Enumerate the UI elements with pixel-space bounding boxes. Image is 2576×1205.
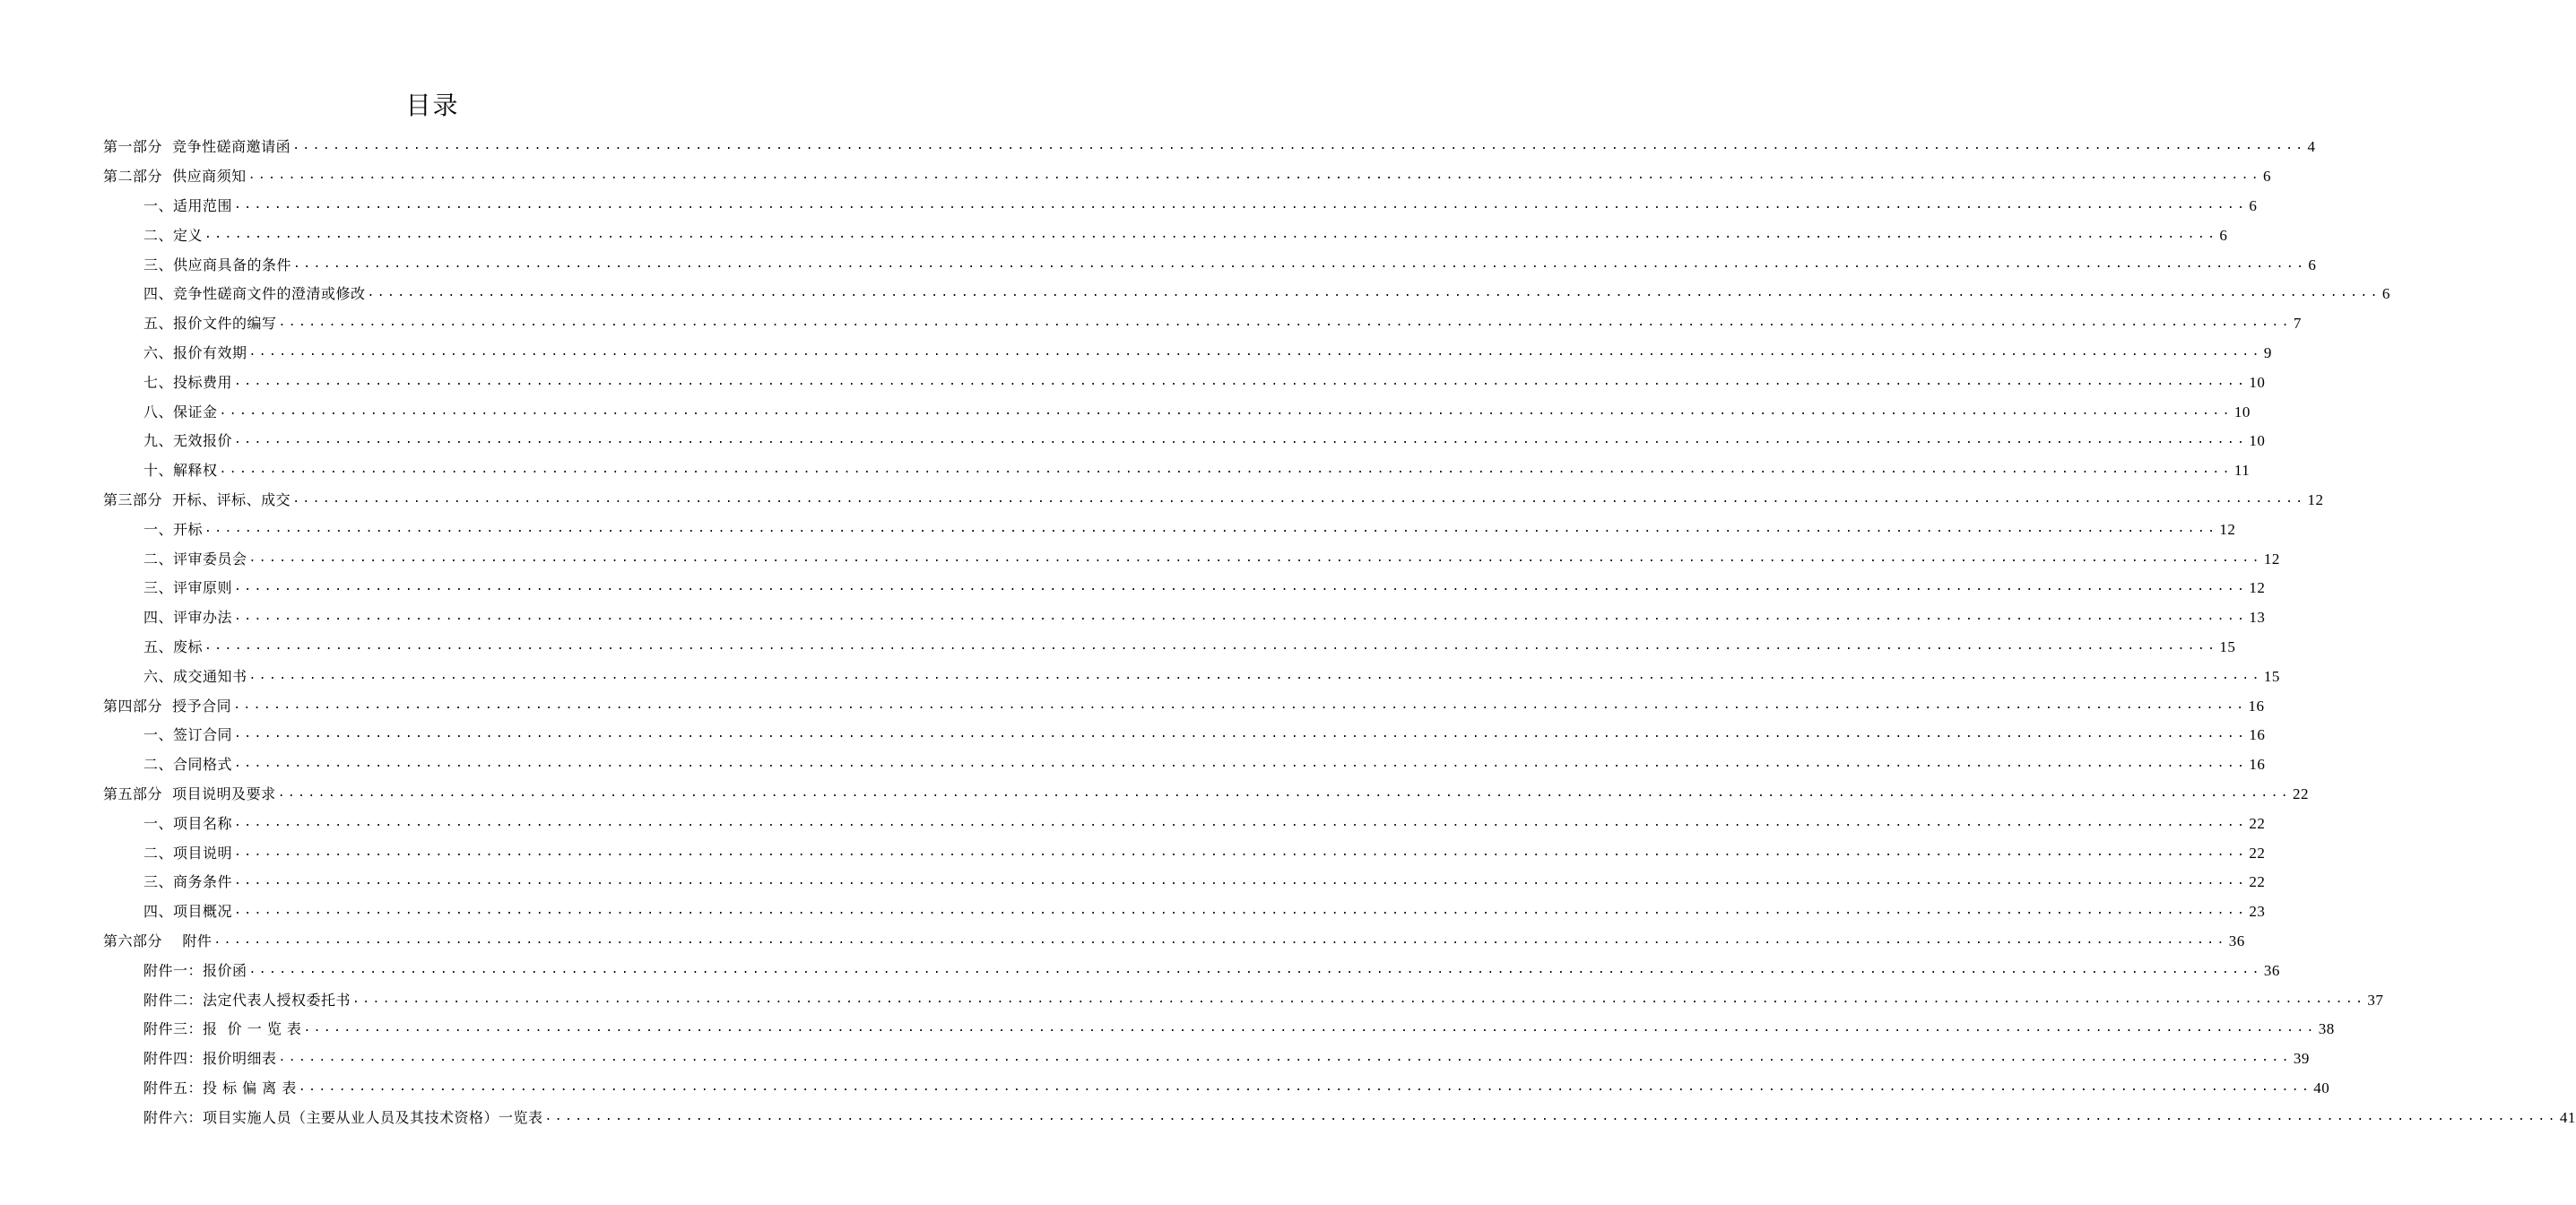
toc-entry-page-number: 16 [2249,756,2266,774]
toc-entry-label: 七、投标费用 [143,373,233,391]
toc-entry-label: 一、签订合同 [143,726,233,744]
toc-entry-label: 三、供应商具备的条件 [143,256,292,273]
dot-leader: ........................................................................................................................................................................................................ [234,815,2248,829]
toc-subsection-entry[interactable] [0,1074,2330,1104]
dot-leader: ........................................................................................................................................................................................................ [234,197,2248,212]
dot-leader: ........................................................................................................................................................................................................ [352,992,2366,1006]
dot-leader: ........................................................................................................................................................................................................ [219,463,2233,477]
dot-leader: ........................................................................................................................................................................................................ [292,139,2306,153]
dot-leader: ........................................................................................................................................................................................................ [234,845,2248,859]
toc-subsection-entry[interactable] [0,897,2266,927]
toc-entry-label: 一、适用范围 [143,196,233,214]
toc-entry-page-number: 7 [2293,315,2302,333]
toc-entry-page-number: 12 [2307,490,2324,508]
toc-subsection-entry[interactable] [0,574,2266,603]
toc-entry-page-number: 10 [2249,373,2266,391]
toc-entry-page-number: 41 [2559,1108,2576,1126]
toc-entry-page-number: 6 [2249,196,2258,214]
dot-leader: ........................................................................................................................................................................................................ [234,757,2248,771]
toc-subsection-entry[interactable] [0,985,2384,1015]
dot-leader: ........................................................................................................................................................................................................ [213,932,2227,947]
toc-list [0,133,2576,1132]
toc-entry-page-number: 4 [2307,138,2316,156]
toc-subsection-entry[interactable] [0,515,2236,544]
dot-leader: ........................................................................................................................................................................................................ [293,256,2307,271]
dot-leader: ........................................................................................................................................................................................................ [204,638,2218,653]
toc-entry-page-number: 16 [2249,726,2266,744]
toc-subsection-entry[interactable] [0,662,2280,691]
toc-title: 目录 [405,91,460,120]
dot-leader: ........................................................................................................................................................................................................ [247,169,2262,183]
toc-entry-label: 四、项目概况 [143,903,233,921]
toc-entry-label: 附件四：报价明细表 [143,1050,277,1068]
toc-subsection-entry[interactable] [0,603,2266,633]
toc-section-entry[interactable] [0,162,2272,192]
dot-leader: ........................................................................................................................................................................................................ [248,344,2262,359]
toc-entry-page-number: 38 [2318,1020,2335,1038]
toc-entry-label: 附件六：项目实施人员（主要从业人员及其技术资格）一览表 [143,1108,543,1126]
toc-entry-page-number: 13 [2249,609,2266,627]
toc-entry-page-number: 16 [2248,697,2265,715]
dot-leader: ........................................................................................................................................................................................................ [248,668,2262,682]
toc-entry-label: 一、开标 [143,520,204,538]
dot-leader: ........................................................................................................................................................................................................ [278,316,2292,330]
toc-entry-label: 三、商务条件 [143,873,233,891]
dot-leader: ........................................................................................................................................................................................................ [248,962,2262,976]
dot-leader: ........................................................................................................................................................................................................ [248,550,2262,565]
toc-subsection-entry[interactable] [0,1103,2576,1132]
toc-subsection-entry[interactable] [0,868,2266,897]
dot-leader: ........................................................................................................................................................................................................ [278,1051,2292,1065]
toc-subsection-entry[interactable] [0,956,2280,985]
dot-leader: ........................................................................................................................................................................................................ [234,580,2248,594]
toc-entry-page-number: 9 [2263,343,2272,361]
toc-entry-page-number: 11 [2233,462,2251,480]
toc-subsection-entry[interactable] [0,544,2280,574]
toc-subsection-entry[interactable] [0,427,2266,456]
toc-subsection-entry[interactable] [0,397,2251,427]
toc-entry-label: 二、评审委员会 [143,550,247,568]
toc-subsection-entry[interactable] [0,221,2228,250]
toc-entry-label: 附件一：报价函 [143,961,247,979]
toc-subsection-entry[interactable] [0,250,2317,280]
toc-entry-label: 四、评审办法 [143,609,233,627]
toc-entry-label: 二、定义 [143,226,204,244]
toc-entry-label: 第四部分 授予合同 [103,697,232,715]
toc-entry-page-number: 15 [2263,667,2280,685]
toc-entry-page-number: 22 [2249,844,2266,862]
dot-leader: ........................................................................................................................................................................................................ [292,491,2306,506]
toc-entry-page-number: 15 [2219,637,2236,655]
toc-entry-label: 六、成交通知书 [143,667,247,685]
toc-subsection-entry[interactable] [0,192,2258,221]
toc-subsection-entry[interactable] [0,1045,2310,1074]
dot-leader: ........................................................................................................................................................................................................ [234,727,2248,741]
dot-leader: ........................................................................................................................................................................................................ [367,286,2381,300]
toc-subsection-entry[interactable] [0,368,2266,397]
toc-entry-page-number: 40 [2313,1079,2330,1097]
toc-entry-page-number: 36 [2263,961,2280,979]
toc-entry-label: 五、报价文件的编写 [143,315,277,333]
toc-entry-page-number: 22 [2293,785,2310,802]
toc-entry-page-number: 10 [2233,403,2251,420]
toc-entry-page-number: 10 [2249,432,2266,450]
toc-entry-page-number: 6 [2263,168,2272,186]
toc-entry-page-number: 6 [2381,285,2390,303]
dot-leader: ........................................................................................................................................................................................................ [234,374,2248,388]
toc-subsection-entry[interactable] [0,339,2272,368]
toc-section-entry[interactable] [0,691,2265,721]
dot-leader: ........................................................................................................................................................................................................ [298,1079,2312,1094]
toc-subsection-entry[interactable] [0,838,2266,868]
toc-subsection-entry[interactable] [0,721,2266,750]
toc-entry-label: 八、保证金 [143,403,218,420]
toc-section-entry[interactable] [0,486,2324,516]
toc-entry-label: 第三部分 开标、评标、成交 [103,490,291,508]
toc-entry-page-number: 39 [2293,1050,2310,1068]
toc-entry-label: 附件二：法定代表人授权委托书 [143,991,351,1009]
toc-entry-page-number: 12 [2263,550,2280,568]
toc-subsection-entry[interactable] [0,633,2236,663]
toc-entry-label: 五、废标 [143,637,204,655]
toc-entry-page-number: 23 [2249,903,2266,921]
toc-entry-page-number: 37 [2367,991,2384,1009]
toc-subsection-entry[interactable] [0,309,2302,339]
toc-subsection-entry[interactable] [0,750,2266,780]
toc-entry-label: 第五部分 项目说明及要求 [103,785,276,802]
dot-leader: ........................................................................................................................................................................................................ [277,785,2292,800]
toc-entry-page-number: 12 [2249,579,2266,597]
toc-entry-label: 第六部分 附件 [103,932,212,949]
toc-entry-label: 第二部分 供应商须知 [103,168,247,186]
toc-entry-page-number: 36 [2228,932,2245,949]
toc-subsection-entry[interactable] [0,809,2266,838]
toc-entry-label: 六、报价有效期 [143,343,247,361]
dot-leader: ........................................................................................................................................................................................................ [233,698,2247,712]
toc-section-entry[interactable] [0,133,2316,162]
toc-entry-label: 附件三：报 价 一 览 表 [143,1020,302,1038]
toc-entry-page-number: 12 [2219,520,2236,538]
toc-entry-page-number: 6 [2219,226,2228,244]
toc-entry-page-number: 6 [2308,256,2317,273]
dot-leader: ........................................................................................................................................................................................................ [234,610,2248,624]
toc-section-entry[interactable] [0,780,2310,810]
dot-leader: ........................................................................................................................................................................................................ [234,874,2248,889]
toc-entry-label: 一、项目名称 [143,814,233,832]
dot-leader: ........................................................................................................................................................................................................ [204,227,2218,241]
toc-entry-label: 二、合同格式 [143,756,233,774]
toc-subsection-entry[interactable] [0,1015,2335,1045]
toc-section-entry[interactable] [0,927,2245,957]
toc-entry-page-number: 22 [2249,814,2266,832]
dot-leader: ........................................................................................................................................................................................................ [234,904,2248,918]
dot-leader: ........................................................................................................................................................................................................ [544,1109,2558,1123]
toc-entry-label: 三、评审原则 [143,579,233,597]
dot-leader: ........................................................................................................................................................................................................ [303,1021,2317,1036]
toc-entry-label: 十、解释权 [143,462,218,480]
toc-subsection-entry[interactable] [0,280,2390,309]
toc-entry-label: 四、竞争性磋商文件的澄清或修改 [143,285,366,303]
toc-entry-label: 附件五：投 标 偏 离 表 [143,1079,297,1097]
dot-leader: ........................................................................................................................................................................................................ [219,403,2233,418]
toc-entry-label: 二、项目说明 [143,844,233,862]
toc-entry-page-number: 22 [2249,873,2266,891]
dot-leader: ........................................................................................................................................................................................................ [234,433,2248,447]
dot-leader: ........................................................................................................................................................................................................ [204,521,2218,535]
toc-entry-label: 九、无效报价 [143,432,233,450]
toc-entry-label: 第一部分 竞争性磋商邀请函 [103,138,291,156]
toc-subsection-entry[interactable] [0,456,2251,486]
